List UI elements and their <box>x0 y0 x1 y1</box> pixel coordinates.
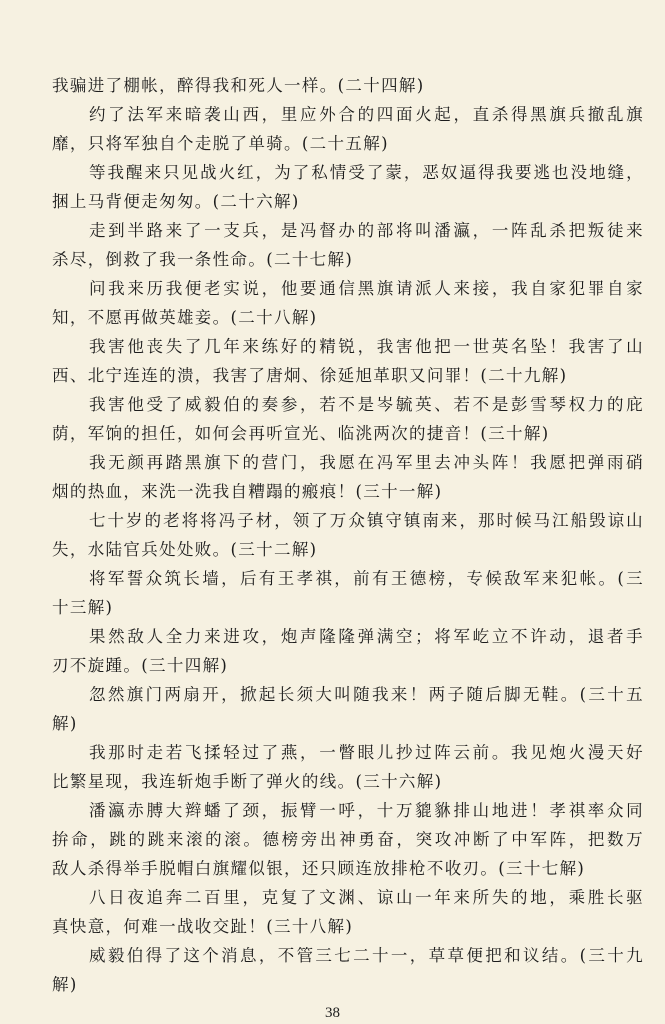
text-line: 知，不愿再做英雄妾。(二十八解) <box>52 308 318 327</box>
text-line: 荫，军饷的担任，如何会再听宣光、临洮两次的捷音！(三十解) <box>52 424 550 443</box>
page-number: 38 <box>325 1005 340 1021</box>
text-line: 问我来历我便老实说，他要通信黑旗请派人来接，我自家犯罪自家 <box>89 279 644 298</box>
text-line: 我害他受了威毅伯的奏参，若不是岑毓英、若不是彭雪琴权力的庇 <box>89 395 644 414</box>
text-line: 真快意，何难一战收交趾！(三十八解) <box>52 917 354 936</box>
text-line: 等我醒来只见战火红，为了私情受了蒙，恶奴逼得我要逃也没地缝， <box>89 163 644 182</box>
text-line: 果然敌人全力来进攻，炮声隆隆弹满空；将军屹立不许动，退者手 <box>89 627 644 646</box>
text-line: 失，水陆官兵处处败。(三十二解) <box>52 540 318 559</box>
text-line: 潘瀛赤膊大辫蟠了颈，振臂一呼，十万貔貅排山地进！孝祺率众同 <box>89 801 644 820</box>
text-line: 将军誓众筑长墙，后有王孝祺，前有王德榜，专候敌军来犯帐。(三 <box>89 569 644 588</box>
text-line: 解) <box>52 975 78 994</box>
text-line: 忽然旗门两扇开，掀起长须大叫随我来！两子随后脚无鞋。(三十五 <box>89 685 644 704</box>
text-line: 威毅伯得了这个消息，不管三七二十一，草草便把和议结。(三十九 <box>89 946 644 965</box>
text-line: 靡，只将军独自个走脱了单骑。(二十五解) <box>52 134 389 153</box>
text-line: 敌人杀得举手脱帽白旗耀似银，还只顾连放排枪不收刃。(三十七解) <box>52 859 586 878</box>
text-line: 我那时走若飞揉轻过了燕，一瞥眼儿抄过阵云前。我见炮火漫天好 <box>89 743 644 762</box>
text-line: 刃不旋踵。(三十四解) <box>52 656 229 675</box>
text-line: 杀尽，倒救了我一条性命。(二十七解) <box>52 250 354 269</box>
text-line: 西、北宁连连的溃，我害了唐炯、徐延旭革职又问罪！(二十九解) <box>52 366 568 385</box>
text-line: 捆上马背便走匆匆。(二十六解) <box>52 192 300 211</box>
text-line: 拚命，跳的跳来滚的滚。德榜旁出神勇奋，突攻冲断了中军阵，把数万 <box>52 830 644 849</box>
text-line: 我无颜再踏黑旗下的营门，我愿在冯军里去冲头阵！我愿把弹雨硝 <box>89 453 644 472</box>
text-line: 烟的热血，来洗一洗我自糟蹋的瘢痕！(三十一解) <box>52 482 443 501</box>
text-line: 比繁星现，我连斩炮手断了弹火的线。(三十六解) <box>52 772 443 791</box>
text-line: 约了法军来暗袭山西，里应外合的四面火起，直杀得黑旗兵撤乱旗 <box>89 105 644 124</box>
text-line: 走到半路来了一支兵，是冯督办的部将叫潘瀛，一阵乱杀把叛徒来 <box>89 221 644 240</box>
text-line: 我骗进了棚帐，醉得我和死人一样。(二十四解) <box>52 76 425 95</box>
text-line: 十三解) <box>52 598 114 617</box>
text-line: 八日夜追奔二百里，克复了文渊、谅山一年来所失的地，乘胜长驱 <box>89 888 644 907</box>
text-line: 我害他丧失了几年来练好的精锐，我害他把一世英名坠！我害了山 <box>89 337 644 356</box>
text-line: 解) <box>52 714 78 733</box>
text-line: 七十岁的老将将冯子材，领了万众镇守镇南来，那时候马江船毁谅山 <box>89 511 644 530</box>
